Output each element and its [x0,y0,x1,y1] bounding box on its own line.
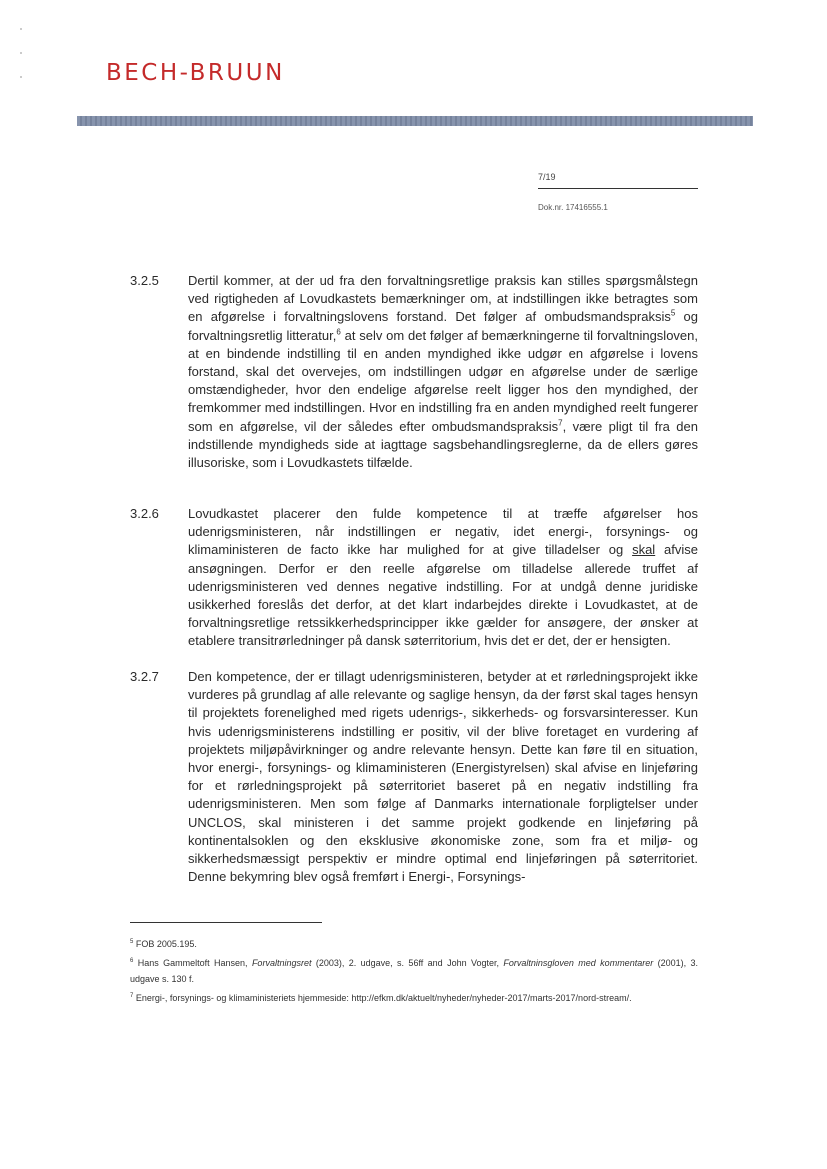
footnote-ref[interactable]: 6 [336,327,341,337]
footnote-5: $^5$ FOB 2005.195. [130,939,197,949]
section-number: 3.2.5 [130,273,159,288]
footnote-6: $^6$ Hans Gammeltoft Hansen, Forvaltningsret (2003), 2. udgave, s. 56ff and John Vogter, Forvaltninsgloven med kommentarer (2001), 3. udgave s. 130 f. [130,957,698,984]
footnote-link-text[interactable]: Energi-, forsynings- og klimaministeriets hjemmeside: http://efkm.dk/aktuelt/nyheder/nyheder-2017/marts-2017/nord-stream/. [135,992,632,1003]
company-logo: BECH-BRUUN [106,60,285,86]
section-paragraph: Lovudkastet placerer den fulde kompetence til at træffe afgørelser hos udenrigsministeren, når indstillingen er negativ, idet energi-, forsynings- og klimaministeren de facto ikke har mulighed for at give tilladelser og skal afvise ansøgningen. Derfor er den reelle afgørelse om tilladelse allerede truffet af udenrigsministeren ved dennes negative indstilling. For at undgå denne juridiske usikkerhed foreslås det derfor, at det klart indarbejdes direkte i Lovudkastet, at de forvaltningsretlige retssikkerhedsprincipper ikke gælder for ansøgere, der ønsker at etablere transitrørledninger på dansk søterritorium, hvis det er det, der er hensigten. [188,506,699,649]
section-paragraph: Den kompetence, der er tillagt udenrigsministeren, betyder at et rørledningsprojekt ikke vurderes på grundlag af alle relevante og saglige hensyn, da der først skal tages hensyn til projektets forenelighed med rigets udenrigs-, sikkerheds- og forsvarsinteresser. Kun hvis udenrigsministerens indstilling er positiv, vil der blive foretaget en vurdering af projektets miljøpåvirkninger og andre relevante hensyn. Dette kan føre til en situation, hvor energi-, forsynings- og klimaministeren (Energistyrelsen) skal afvise en linjeføring for et rørledningsprojekt på søterritoriet baseret på en negativ indstilling fra udenrigsministeren. Men som følge af Danmarks internationale forpligtelser under UNCLOS, skal ministeren i det samme projekt godkende en linjeføring på kontinentalsoklen og den eksklusive økonomiske zone, som fra et miljø- og sikkerhedsmæssigt perspektiv er mindre optimal end linjeføringen på søterritoriet. Denne bekymring blev også fremført i Energi-, Forsynings- [188,669,698,885]
header-bar [77,116,753,126]
footnotes [130,934,698,1006]
document-number: Dok.nr. 17416555.1 [538,203,608,212]
section-paragraph: Dertil kommer, at der ud fra den forvaltningsretlige praksis kan stilles spørgsmålstegn ved rigtigheden af Lovudkastets bemærkninger om, at indstillingen ikke betragtes som en afgørelse i forvaltningslovens forstand. Det følger af ombudsmandspraksis$^5$ og forvaltningsretlig litteratur,$^6$ at selv om det følger af bemærkningerne til forvaltningsloven, at en bindende indstilling til en anden myndighed ikke udgør en afgørelse i lovens forstand, skal det overvejes, om indstillingen udgør en afgørelse under de særlige omstændigheder, hvor den endelige afgørelse reelt ligger hos den myndighed, der fremkommer med indstillingen. Hvor en indstilling fra en anden myndighed reelt fungerer som en afgørelse, vil der således efter ombudsmandspraksis$^7$, være pligt til fra den indstillende myndigheds side at iagttage sagsbehandlingsreglerne, da de ellers gøres illusoriske, som i Lovudkastets tilfælde. [188,273,698,471]
footnote-ref[interactable]: 5 [670,309,676,319]
underlined-word: skal [632,542,656,558]
footnote-separator [130,922,322,923]
header-rule [538,188,698,189]
footnote-ref[interactable]: 7 [558,418,563,428]
section-number: 3.2.7 [130,669,159,684]
scan-mark [20,52,22,54]
footnote-7: $^7$ Energi-, forsynings- og klimaministeriets hjemmeside: http://efkm.dk/aktuelt/nyheder/nyheder-2017/marts-2017/nord-stream/. [130,992,632,1003]
scan-mark [20,76,22,78]
scan-mark [20,28,22,30]
section-number: 3.2.6 [130,506,159,521]
page-number: 7/19 [538,172,556,182]
